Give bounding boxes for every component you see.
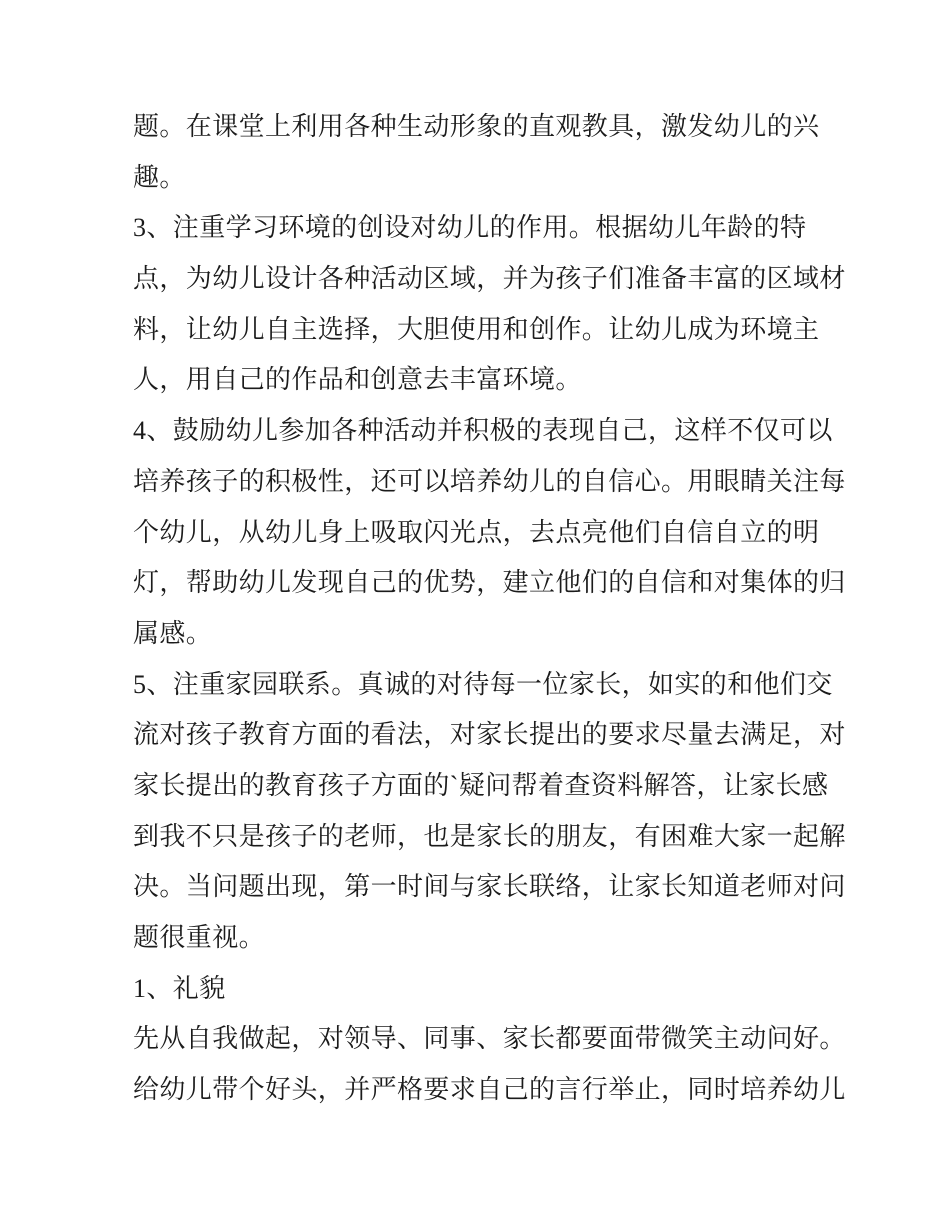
text-line: 灯，帮助幼儿发现自己的优势，建立他们的自信和对集体的归 [133, 568, 846, 598]
text-line: 题。在课堂上利用各种生动形象的直观教具，激发幼儿的兴 [133, 112, 820, 141]
text-line: 决。当问题出现，第一时间与家长联络，让家长知道老师对问 [133, 872, 846, 902]
text-line: 料，让幼儿自主选择，大胆使用和创作。让幼儿成为环境主 [133, 314, 820, 344]
text-line: 给幼儿带个好头，并严格要求自己的言行举止，同时培养幼儿 [133, 1075, 846, 1105]
text-line: 培养孩子的积极性，还可以培养幼儿的自信心。用眼睛关注每 [133, 466, 846, 496]
text-line: 题很重视。 [133, 923, 266, 952]
document-text-block [133, 102, 846, 1116]
text-line: 3、注重学习环境的创设对幼儿的作用。根据幼儿年龄的特 [133, 213, 807, 243]
text-line: 到我不只是孩子的老师，也是家长的朋友，有困难大家一起解 [133, 821, 846, 851]
text-line: 先从自我做起，对领导、同事、家长都要面带微笑主动问好。 [133, 1024, 846, 1054]
text-line: 家长提出的教育孩子方面的`疑问帮着查资料解答，让家长感 [133, 770, 829, 800]
text-line: 1、礼貌 [133, 973, 226, 1003]
text-line: 个幼儿，从幼儿身上吸取闪光点，去点亮他们自信自立的明 [133, 517, 820, 547]
text-line: 人，用自己的作品和创意去丰富环境。 [133, 365, 582, 395]
text-line: 属感。 [133, 618, 213, 648]
text-line: 5、注重家园联系。真诚的对待每一位家长，如实的和他们交 [133, 669, 833, 699]
text-line: 趣。 [133, 162, 186, 192]
text-line: 流对孩子教育方面的看法，对家长提出的要求尽量去满足，对 [133, 720, 846, 750]
text-line: 4、鼓励幼儿参加各种活动并积极的表现自己，这样不仅可以 [133, 416, 833, 446]
text-line: 点，为幼儿设计各种活动区域，并为孩子们准备丰富的区域材 [133, 264, 846, 294]
